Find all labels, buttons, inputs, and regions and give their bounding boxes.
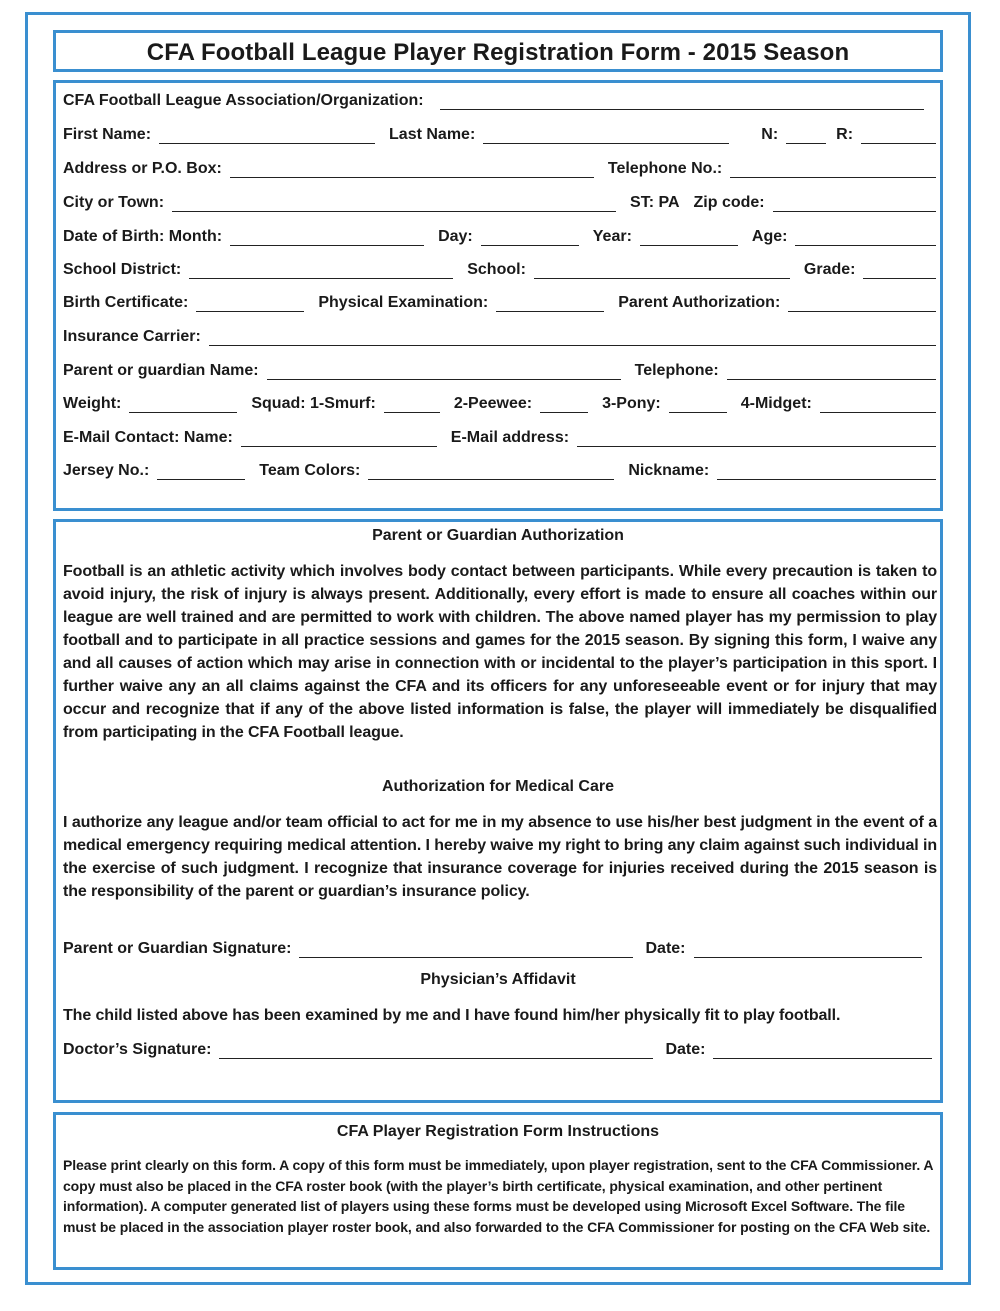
school-district-label: School District: <box>63 261 182 278</box>
association-label: CFA Football League Association/Organization: <box>63 92 424 109</box>
instructions-text: Please print clearly on this form. A copy of this form must be immediately, upon player registration, sent to the CFA Commissioner. A copy must also be placed in the CFA roster book (with the player’s birth certificate, physical examination, and other pertinent information). A computer generated list of players using these forms must be developed using Microsoft Excel Software. The file must be placed in the association player roster book, and also forwarded to the CFA Commissioner for posting on the CFA Web site. <box>63 1157 933 1235</box>
title-box <box>53 30 943 72</box>
email-address-field[interactable] <box>577 430 936 447</box>
grade-label: Grade: <box>803 261 856 278</box>
dob-year-field[interactable] <box>640 229 738 246</box>
team-colors-label: Team Colors: <box>259 462 361 479</box>
nickname-label: Nickname: <box>628 462 710 479</box>
birth-cert-label: Birth Certificate: <box>63 294 189 311</box>
city-field[interactable] <box>172 195 616 212</box>
parent-signature-field[interactable] <box>299 941 633 958</box>
authorization-heading: Parent or Guardian Authorization <box>372 527 624 544</box>
email-address-label: E-Mail address: <box>450 429 570 446</box>
row-dob <box>63 224 936 246</box>
row-insurance <box>63 324 936 346</box>
association-field[interactable] <box>440 93 924 110</box>
telephone-no-field[interactable] <box>730 161 936 178</box>
school-field[interactable] <box>534 262 790 279</box>
zip-label: Zip code: <box>693 194 765 211</box>
last-name-label: Last Name: <box>389 126 476 143</box>
physical-field[interactable] <box>496 295 604 312</box>
midget-label: 4-Midget: <box>740 395 812 412</box>
team-colors-field[interactable] <box>368 463 614 480</box>
jersey-label: Jersey No.: <box>63 462 150 479</box>
row-parent <box>63 358 936 380</box>
age-label: Age: <box>751 228 788 245</box>
r-field[interactable] <box>861 127 936 144</box>
dob-month-label: Date of Birth: Month: <box>63 228 223 245</box>
n-label: N: <box>761 126 779 143</box>
pony-field[interactable] <box>669 396 727 413</box>
r-label: R: <box>836 126 854 143</box>
school-district-field[interactable] <box>189 262 453 279</box>
medical-heading: Authorization for Medical Care <box>381 778 615 795</box>
nickname-field[interactable] <box>717 463 936 480</box>
address-field[interactable] <box>230 161 594 178</box>
dob-day-field[interactable] <box>481 229 579 246</box>
row-association <box>63 88 936 110</box>
doctor-signature-label: Doctor’s Signature: <box>63 1041 212 1058</box>
first-name-field[interactable] <box>159 127 375 144</box>
dob-month-field[interactable] <box>230 229 424 246</box>
email-name-label: E-Mail Contact: Name: <box>63 429 233 446</box>
medical-text: I authorize any league and/or team official to act for me in my absence to use his/her best judgment in the event of a medical emergency requiring medical attention. I hereby waive my right to bring any claim against such individual in the exercise of such judgment. I recognize that insurance coverage for injuries received during the 2015 season is the responsibility of the parent or guardian’s insurance policy. <box>63 814 937 900</box>
address-label: Address or P.O. Box: <box>63 160 222 177</box>
doctor-date-label: Date: <box>665 1041 706 1058</box>
telephone-label: Telephone: <box>634 362 719 379</box>
authorization-text: Football is an athletic activity which involves body contact between participants. While every precaution is taken to avoid injury, the risk of injury is always present. Additionally, every effort is made to ensure all coaches within our league are well trained and are permitted to work with children. The above named player has my permission to play football and to participate in all practice sessions and games for the 2015 season. By signing this form, I waive any and all causes of action which may arise in connection with or incidental to the player’s participation in this sport. I further waive any an all claims against the CFA and its officers for any unforeseeable event or for injury that may occur and recognize that if any of the above listed information is false, the player will immediately be disqualified from participating in the CFA Football league. <box>63 563 937 741</box>
parent-date-field[interactable] <box>694 941 923 958</box>
row-school <box>63 257 936 279</box>
squad-smurf-label: Squad: 1-Smurf: <box>251 395 376 412</box>
smurf-field[interactable] <box>384 396 440 413</box>
insurance-label: Insurance Carrier: <box>63 328 201 345</box>
jersey-field[interactable] <box>157 463 245 480</box>
parent-name-label: Parent or guardian Name: <box>63 362 259 379</box>
instructions-heading: CFA Player Registration Form Instructions <box>336 1123 660 1140</box>
row-squad <box>63 391 936 413</box>
parent-auth-field[interactable] <box>788 295 936 312</box>
parent-date-label: Date: <box>645 940 686 957</box>
row-doctor-signature <box>63 1037 936 1059</box>
school-label: School: <box>467 261 526 278</box>
weight-field[interactable] <box>129 396 237 413</box>
n-field[interactable] <box>786 127 826 144</box>
first-name-label: First Name: <box>63 126 152 143</box>
row-name <box>63 122 936 144</box>
doctor-signature-field[interactable] <box>219 1042 653 1059</box>
peewee-field[interactable] <box>540 396 588 413</box>
telephone-no-label: Telephone No.: <box>607 160 723 177</box>
last-name-field[interactable] <box>483 127 729 144</box>
zip-field[interactable] <box>773 195 936 212</box>
row-email <box>63 425 936 447</box>
dob-day-label: Day: <box>438 228 473 245</box>
parent-signature-label: Parent or Guardian Signature: <box>63 940 292 957</box>
row-address <box>63 156 936 178</box>
pony-label: 3-Pony: <box>602 395 661 412</box>
email-name-field[interactable] <box>241 430 437 447</box>
parent-name-field[interactable] <box>267 363 621 380</box>
dob-year-label: Year: <box>592 228 632 245</box>
doctor-date-field[interactable] <box>713 1042 932 1059</box>
age-field[interactable] <box>795 229 936 246</box>
insurance-field[interactable] <box>209 329 936 346</box>
row-jersey <box>63 458 936 480</box>
grade-field[interactable] <box>863 262 936 279</box>
parent-auth-label: Parent Authorization: <box>618 294 781 311</box>
row-city <box>63 190 936 212</box>
midget-field[interactable] <box>820 396 936 413</box>
birth-cert-field[interactable] <box>196 295 304 312</box>
physician-text: The child listed above has been examined by me and I have found him/her physically fit to play football. <box>63 1007 841 1024</box>
telephone-field[interactable] <box>727 363 936 380</box>
row-documents <box>63 290 936 312</box>
city-label: City or Town: <box>63 194 165 211</box>
peewee-label: 2-Peewee: <box>453 395 533 412</box>
state-label: ST: PA <box>630 194 680 211</box>
form-title: CFA Football League Player Registration Form - 2015 Season <box>146 39 850 66</box>
row-parent-signature <box>63 936 936 958</box>
weight-label: Weight: <box>63 395 122 412</box>
physician-heading: Physician’s Affidavit <box>420 971 576 988</box>
physical-label: Physical Examination: <box>318 294 489 311</box>
